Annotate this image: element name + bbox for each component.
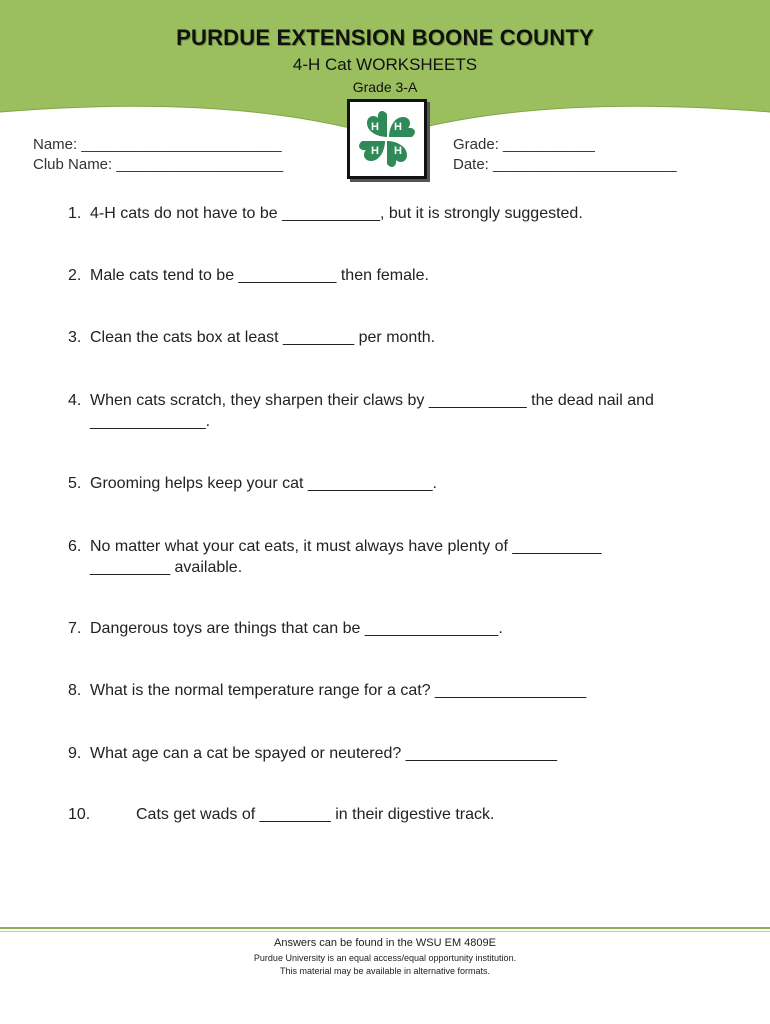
question-2 [68,265,748,286]
grade-field[interactable]: Grade: ___________ [453,136,595,153]
question-4 [68,390,748,432]
question-text: When cats scratch, they sharpen their claws by ___________ the dead nail and [90,392,654,409]
question-10-number: 10. [68,806,91,823]
question-5 [68,473,748,494]
question-text: What age can a cat be spayed or neutered? _________________ [90,745,558,762]
question-number: 5. [68,475,82,492]
question-9 [68,743,748,764]
question-text: Male cats tend to be ___________ then female. [90,267,429,284]
worksheet-subtitle: 4-H Cat WORKSHEETS [292,55,478,74]
question-text: Grooming helps keep your cat ______________. [90,475,437,492]
question-7 [68,618,748,639]
question-number: 6. [68,538,82,555]
question-text: No matter what your cat eats, it must always have plenty of __________ [90,538,602,555]
svg-text:H: H [394,121,402,133]
grade-level: Grade 3-A [352,79,418,95]
question-number: 1. [68,205,82,222]
four-h-logo [347,99,427,179]
question-number: 3. [68,329,82,346]
svg-text:H: H [371,145,379,157]
question-10-text: Cats get wads of ________ in their digestive track. [136,806,495,823]
club-name-field[interactable]: Club Name: ____________________ [33,156,284,173]
question-number: 7. [68,620,82,637]
question-number: 9. [68,745,82,762]
question-text: Dangerous toys are things that can be _______________. [90,620,503,637]
alt-formats-note: This material may be available in alternative formats. [279,966,491,976]
question-text: 4-H cats do not have to be ___________, but it is strongly suggested. [90,205,583,222]
answers-note: Answers can be found in the WSU EM 4809E [274,937,496,949]
question-text: Clean the cats box at least ________ per month. [90,329,436,346]
question-number: 8. [68,682,82,699]
question-continuation: _____________. [90,413,211,430]
question-8 [68,680,748,701]
footer-divider [0,927,770,929]
question-number: 2. [68,267,82,284]
date-field[interactable]: Date: ______________________ [453,156,677,173]
question-3 [68,327,748,348]
question-6 [68,536,748,578]
clover-icon [354,106,420,172]
equal-access-note: Purdue University is an equal access/equal opportunity institution. [253,953,517,963]
question-1 [68,203,748,224]
question-continuation: _________ available. [90,559,243,576]
page-title: PURDUE EXTENSION BOONE COUNTY [176,25,594,50]
footer-divider-thin [0,931,770,932]
question-text: What is the normal temperature range for a cat? _________________ [90,682,587,699]
svg-text:H: H [371,121,379,133]
svg-text:H: H [394,145,402,157]
name-field[interactable]: Name: ________________________ [33,136,282,153]
question-number: 4. [68,392,82,409]
